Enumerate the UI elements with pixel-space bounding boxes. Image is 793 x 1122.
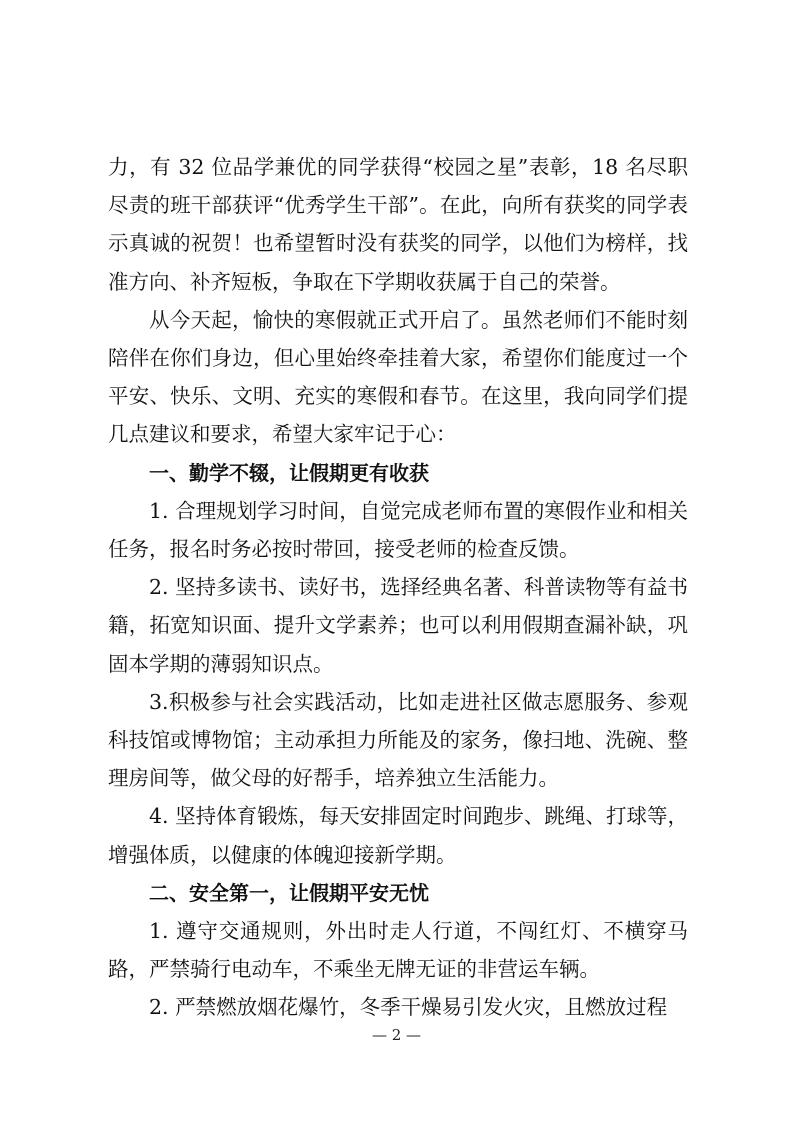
page-number: — 2 —	[371, 1026, 422, 1044]
list-item: 4. 坚持体育锻炼，每天安排固定时间跑步、跳绳、打球等，增强体质，以健康的体魄迎接新学期。	[108, 804, 688, 867]
section-heading-2: 二、安全第一，让假期平安无忧	[149, 880, 429, 905]
list-item: 2. 严禁燃放烟花爆竹，冬季干燥易引发火灾，且燃放过程	[149, 995, 668, 1020]
list-item: 1. 合理规划学习时间，自觉完成老师布置的寒假作业和相关任务，报名时务必按时带回，接受老师的检查反馈。	[108, 498, 688, 562]
list-item: 3.积极参与社会实践活动，比如走进社区做志愿服务、参观科技馆或博物馆；主动承担力所能及的家务，像扫地、洗碗、整理房间等，做父母的好帮手，培养独立生活能力。	[108, 689, 688, 791]
list-item: 1. 遵守交通规则，外出时走人行道，不闯红灯、不横穿马路，严禁骑行电动车，不乘坐无牌无证的非营运车辆。	[108, 919, 688, 982]
paragraph-2: 从今天起，愉快的寒假就正式开启了。虽然老师们不能时刻陪伴在你们身边，但心里始终牵挂着大家，希望你们能度过一个平安、快乐、文明、充实的寒假和春节。在这里，我向同学们提几点建议和要求，希望大家牢记于心：	[108, 307, 688, 447]
document-page	[108, 148, 688, 1027]
section-heading-1: 一、勤学不辍，让假期更有收获	[149, 460, 429, 485]
list-item: 2. 坚持多读书、读好书，选择经典名著、科普读物等有益书籍，拓宽知识面、提升文学素养；也可以利用假期查漏补缺，巩固本学期的薄弱知识点。	[108, 575, 688, 676]
paragraph-1: 力，有 32 位品学兼优的同学获得“校园之星”表彰，18 名尽职尽责的班干部获评“优秀学生干部”。在此，向所有获奖的同学表示真诚的祝贺！也希望暂时没有获奖的同学，以他们为榜样，找准方向、补齐短板，争取在下学期收获属于自己的荣誉。	[108, 155, 688, 294]
